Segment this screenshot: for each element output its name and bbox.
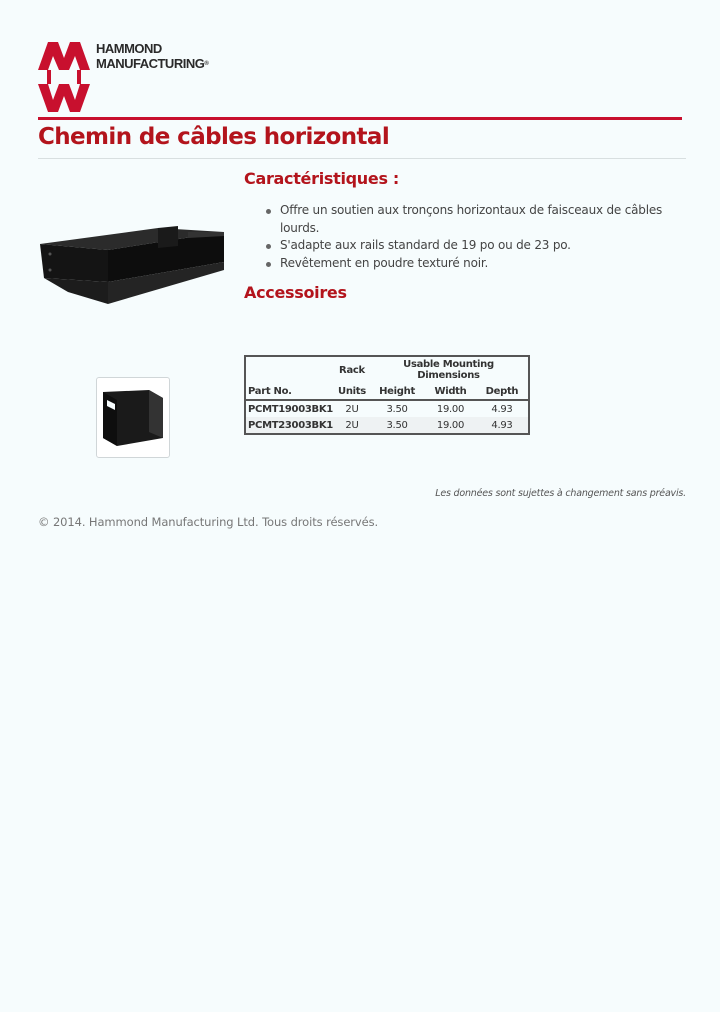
rack-units-cell: 2U bbox=[345, 419, 359, 431]
table-header-usable-dimensions: Usable Mounting Dimensions bbox=[403, 359, 494, 381]
table-header-width: Width bbox=[425, 383, 476, 400]
table-header-part-no: Part No. bbox=[245, 383, 335, 400]
copyright-text: © 2014. Hammond Manufacturing Ltd. Tous droits réservés. bbox=[38, 515, 379, 529]
disclaimer-text: Les données sont sujettes à changement sans préavis. bbox=[435, 488, 686, 499]
height-cell: 3.50 bbox=[386, 403, 408, 415]
list-item: S'adapte aux rails standard de 19 po ou de 23 po. bbox=[264, 237, 684, 255]
table-row bbox=[245, 417, 529, 434]
title-divider bbox=[38, 158, 686, 159]
rack-units-cell: 2U bbox=[345, 403, 359, 415]
logo-line2: MANUFACTURING bbox=[96, 56, 205, 71]
table-header-height: Height bbox=[369, 383, 425, 400]
table-header-blank bbox=[245, 356, 335, 383]
table-header-units: Units bbox=[335, 383, 369, 400]
width-cell: 19.00 bbox=[436, 403, 465, 415]
hammond-logo[interactable] bbox=[38, 42, 238, 114]
page-title: Chemin de câbles horizontal bbox=[38, 124, 390, 150]
height-cell: 3.50 bbox=[386, 419, 408, 431]
table-row bbox=[245, 400, 529, 417]
specs-table bbox=[244, 355, 530, 435]
depth-cell: 4.93 bbox=[491, 419, 513, 431]
hammond-logo-mark-icon bbox=[38, 42, 90, 114]
logo-wordmark bbox=[96, 42, 208, 72]
table-header-depth: Depth bbox=[476, 383, 529, 400]
features-list bbox=[264, 202, 684, 272]
features-heading: Caractéristiques : bbox=[244, 169, 400, 188]
accessory-image bbox=[101, 388, 165, 448]
part-number-link[interactable]: PCMT23003BK1 bbox=[248, 419, 333, 431]
width-cell: 19.00 bbox=[436, 419, 465, 431]
accessory-thumbnail[interactable] bbox=[96, 377, 170, 458]
accessories-heading: Accessoires bbox=[244, 283, 347, 302]
product-image bbox=[38, 222, 228, 312]
table-header-rack: Rack bbox=[339, 364, 365, 376]
depth-cell: 4.93 bbox=[491, 403, 513, 415]
list-item: Revêtement en poudre texturé noir. bbox=[264, 255, 684, 273]
logo-registered: ® bbox=[204, 61, 209, 68]
header-red-rule bbox=[38, 117, 682, 120]
part-number-link[interactable]: PCMT19003BK1 bbox=[248, 403, 333, 415]
logo-line1: HAMMOND bbox=[96, 41, 162, 56]
list-item: Offre un soutien aux tronçons horizontaux de faisceaux de câbles lourds. bbox=[264, 202, 684, 237]
